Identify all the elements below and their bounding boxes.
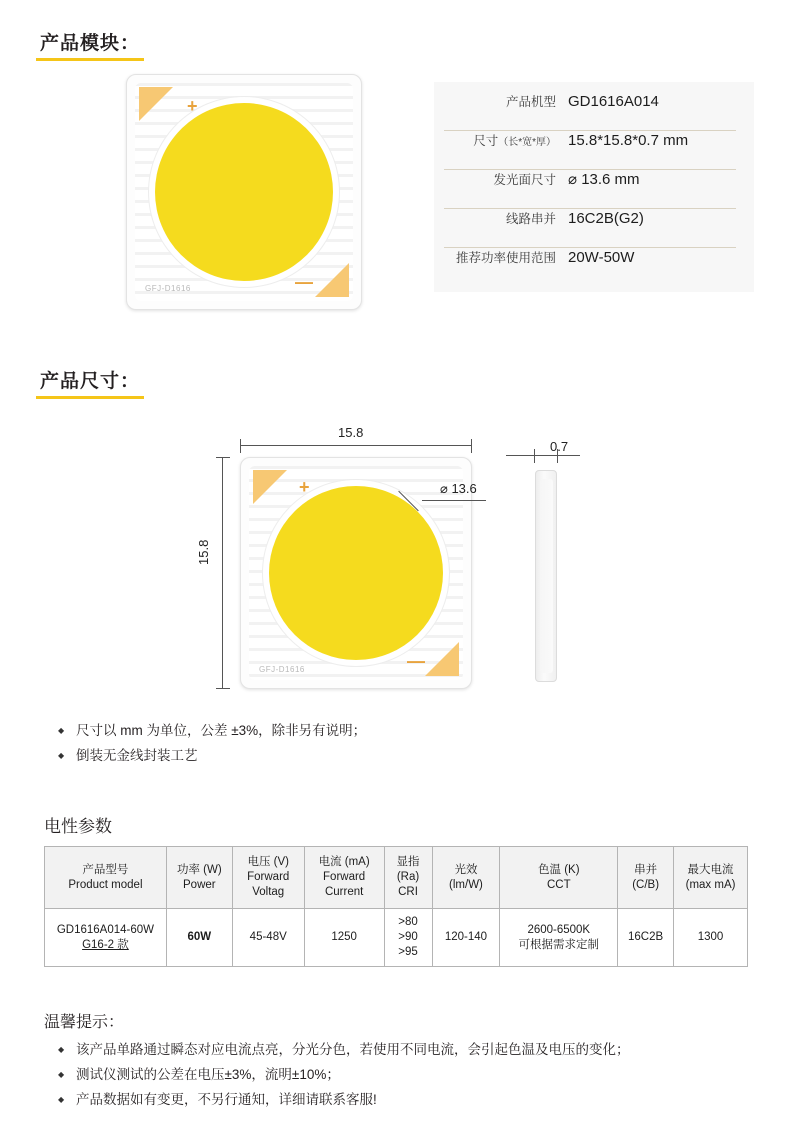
spec-label xyxy=(444,248,568,266)
module-section-title-text: 产品模块： xyxy=(40,33,141,54)
header-line: 色温 (K) xyxy=(538,863,580,876)
dimension-tick-right xyxy=(471,439,472,453)
cob-chip-dimension-view xyxy=(240,457,472,689)
chip-corner-marker-top-left xyxy=(139,87,173,121)
dimension-value-diameter: ⌀ 13.6 xyxy=(440,481,477,496)
spec-label-text: 线路串并 xyxy=(505,212,556,226)
spec-label xyxy=(444,92,568,110)
cell-line: 可根据需求定制 xyxy=(518,938,600,951)
cell-line: >80 xyxy=(398,916,418,928)
column-header-current xyxy=(304,847,384,909)
polarity-minus-icon: — xyxy=(295,272,313,292)
spec-row xyxy=(444,92,736,131)
cell-line: GD1616A014-60W xyxy=(56,923,155,936)
table-header-row xyxy=(45,847,748,909)
dimension-tick-bottom xyxy=(216,688,230,689)
cell-max-current: 1300 xyxy=(674,909,748,967)
dimension-value-height: 15.8 xyxy=(196,539,211,565)
spec-value: 20W-50W xyxy=(568,249,635,266)
side-view-inner xyxy=(540,479,553,673)
size-section-title-text: 产品尺寸： xyxy=(40,371,141,392)
polarity-minus-icon: — xyxy=(407,651,425,671)
header-line: Current xyxy=(324,886,364,898)
cell-cri xyxy=(384,909,432,967)
electrical-parameters-title: 电性参数 xyxy=(44,817,112,836)
polarity-plus-icon: + xyxy=(299,477,310,497)
spec-label-text: 推荐功率使用范围 xyxy=(455,251,556,265)
spec-value: ⌀ 13.6 mm xyxy=(568,171,640,188)
spec-label xyxy=(444,170,568,188)
cell-line: 2600-6500K xyxy=(527,923,591,936)
chip-emitting-surface xyxy=(155,103,333,281)
polarity-plus-icon: + xyxy=(187,96,198,116)
spec-row xyxy=(444,248,736,287)
cell-power: 60W xyxy=(166,909,232,967)
notes-title: 温馨提示： xyxy=(44,1014,125,1031)
thickness-tick-left xyxy=(534,449,535,463)
dimension-notes-list xyxy=(58,718,366,768)
cob-chip-top-view xyxy=(126,74,362,310)
notes-list xyxy=(58,1037,630,1112)
table-row xyxy=(45,909,748,967)
header-line: (lm/W) xyxy=(449,878,483,891)
module-section-title xyxy=(36,28,144,57)
spec-label-sub: （长*宽*厚） xyxy=(498,137,556,148)
cell-current: 1250 xyxy=(304,909,384,967)
header-line: 光效 xyxy=(454,863,478,876)
product-module-image xyxy=(126,74,362,310)
header-line: 串并 xyxy=(634,863,658,876)
spec-row xyxy=(444,170,736,209)
dimension-tick-left xyxy=(240,439,241,453)
product-dimension-drawing xyxy=(196,425,620,685)
list-item: ◆ 产品数据如有变更，不另行通知，详细请联系客服! xyxy=(58,1087,630,1112)
spec-value: GD1616A014 xyxy=(568,93,659,110)
header-line: Voltag xyxy=(252,886,285,898)
header-line: (C/B) xyxy=(632,878,660,891)
column-header-max-current xyxy=(674,847,748,909)
spec-label xyxy=(444,209,568,227)
dimension-value-width: 15.8 xyxy=(338,425,364,440)
dimension-value-thickness: 0.7 xyxy=(550,439,569,454)
cell-line: >95 xyxy=(398,946,418,958)
column-header-cct xyxy=(500,847,618,909)
cell-cct xyxy=(500,909,618,967)
column-header-cri xyxy=(384,847,432,909)
header-line: 显指 xyxy=(396,856,420,868)
cell-efficacy: 120-140 xyxy=(432,909,500,967)
specification-table xyxy=(434,82,754,292)
spec-label-text: 产品机型 xyxy=(505,95,556,109)
spec-label xyxy=(444,131,568,149)
cell-voltage: 45-48V xyxy=(232,909,304,967)
column-header-model xyxy=(45,847,167,909)
header-line: 产品型号 xyxy=(82,863,129,876)
header-line: 电压 (V) xyxy=(247,856,289,868)
dimension-line-height xyxy=(222,457,223,689)
column-header-efficacy xyxy=(432,847,500,909)
spec-row xyxy=(444,209,736,248)
list-item: ◆ 倒装无金线封装工艺 xyxy=(58,743,366,768)
header-line: CRI xyxy=(398,886,418,898)
list-item: ◆ 该产品单路通过瞬态对应电流点亮，分光分色，若使用不同电流，会引起色温及电压的变化； xyxy=(58,1037,630,1062)
title-underline xyxy=(36,396,144,399)
cob-chip-outline xyxy=(240,457,472,689)
list-item: ◆ 尺寸以 mm 为单位，公差 ±3%，除非另有说明； xyxy=(58,718,366,743)
header-line: Forward xyxy=(247,871,290,883)
header-line: (Ra) xyxy=(396,871,420,883)
chip-brand-label: GFJ-D1616 xyxy=(259,665,305,674)
header-line: 最大电流 xyxy=(687,863,734,876)
header-line: Product model xyxy=(68,878,143,891)
leader-line-diameter xyxy=(422,500,486,501)
cell-series-parallel: 16C2B xyxy=(618,909,674,967)
cell-model xyxy=(45,909,167,967)
spec-label-text: 尺寸 xyxy=(473,134,499,148)
dimension-line-width xyxy=(240,445,472,446)
chip-emitting-surface xyxy=(269,486,443,660)
list-item: ◆ 测试仪测试的公差在电压±3%，流明±10%； xyxy=(58,1062,630,1087)
header-line: (max mA) xyxy=(685,878,736,891)
title-underline xyxy=(36,58,144,61)
spec-row xyxy=(444,131,736,170)
chip-brand-label: GFJ-D1616 xyxy=(145,284,191,293)
chip-corner-marker-bottom-right xyxy=(315,263,349,297)
column-header-series-parallel xyxy=(618,847,674,909)
spec-value: 15.8*15.8*0.7 mm xyxy=(568,132,689,149)
spec-label-text: 发光面尺寸 xyxy=(493,173,556,187)
cell-line: >90 xyxy=(398,931,418,943)
chip-corner-marker-bottom-right xyxy=(425,642,459,676)
header-line: Forward xyxy=(323,871,366,883)
column-header-power xyxy=(166,847,232,909)
dimension-line-thickness xyxy=(506,455,580,456)
dimension-tick-top xyxy=(216,457,230,458)
spec-value: 16C2B(G2) xyxy=(568,210,644,227)
column-header-voltage xyxy=(232,847,304,909)
cob-chip-side-view xyxy=(535,470,557,682)
header-line: Power xyxy=(183,878,216,891)
header-line: CCT xyxy=(546,878,571,891)
chip-corner-marker-top-left xyxy=(253,470,287,504)
header-line: 功率 (W) xyxy=(176,863,222,876)
header-line: 电流 (mA) xyxy=(318,856,370,868)
electrical-parameters-table xyxy=(44,846,748,967)
size-section-title xyxy=(36,366,144,395)
cell-line: G16-2 款 xyxy=(82,938,129,951)
